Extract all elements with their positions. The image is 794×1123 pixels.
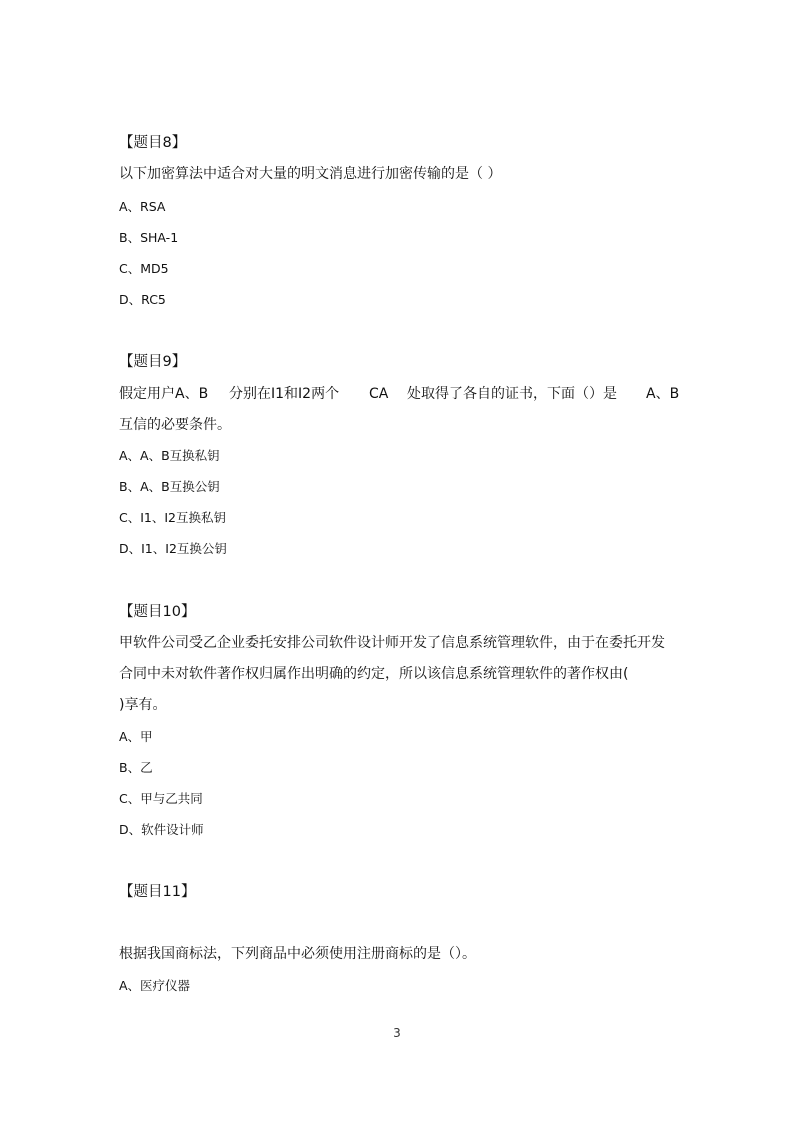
question-8-option-c: C、MD5 bbox=[119, 261, 169, 276]
question-8-option-d: D、RC5 bbox=[119, 292, 166, 307]
question-9-stem-segment: A、B bbox=[646, 386, 680, 402]
question-9-stem-line-1 bbox=[119, 385, 679, 403]
question-9-title: 【题目9】 bbox=[119, 354, 187, 370]
question-11-stem: 根据我国商标法，下列商品中必须使用注册商标的是（）。 bbox=[119, 946, 476, 962]
question-9-stem-segment: 假定用户A、B bbox=[119, 386, 209, 402]
question-10-option-c: C、甲与乙共同 bbox=[119, 791, 203, 806]
question-9-stem-segment: 处取得了各自的证书，下面（）是 bbox=[407, 386, 617, 402]
question-9-option-a: A、A、B互换私钥 bbox=[119, 448, 220, 463]
question-9-stem-line-2: 互信的必要条件。 bbox=[119, 417, 231, 433]
question-10-stem-line-1: 甲软件公司受乙企业委托安排公司软件设计师开发了信息系统管理软件，由于在委托开发 bbox=[119, 635, 665, 651]
question-8-option-a: A、RSA bbox=[119, 199, 166, 214]
question-10-title: 【题目10】 bbox=[119, 604, 196, 620]
question-9-option-b: B、A、B互换公钥 bbox=[119, 479, 220, 494]
question-9-option-d: D、I1、I2互换公钥 bbox=[119, 541, 227, 556]
question-8-option-b: B、SHA-1 bbox=[119, 230, 179, 245]
question-9-stem-segment: CA bbox=[369, 386, 389, 402]
question-8-stem: 以下加密算法中适合对大量的明文消息进行加密传输的是（ ） bbox=[119, 166, 502, 182]
page-number: 3 bbox=[393, 1026, 401, 1040]
question-9-option-c: C、I1、I2互换私钥 bbox=[119, 510, 227, 525]
question-9-stem-segment: 分别在I1和I2两个 bbox=[229, 386, 340, 402]
question-8-title: 【题目8】 bbox=[119, 135, 187, 151]
question-11-option-a: A、医疗仪器 bbox=[119, 978, 191, 993]
question-10-option-b: B、乙 bbox=[119, 760, 153, 775]
question-10-option-a: A、甲 bbox=[119, 729, 153, 744]
question-10-option-d: D、软件设计师 bbox=[119, 822, 204, 837]
question-10-stem-line-2: 合同中未对软件著作权归属作出明确的约定，所以该信息系统管理软件的著作权由( bbox=[119, 666, 629, 682]
question-10-stem-line-3: )享有。 bbox=[119, 697, 167, 713]
question-11-title: 【题目11】 bbox=[119, 884, 196, 900]
